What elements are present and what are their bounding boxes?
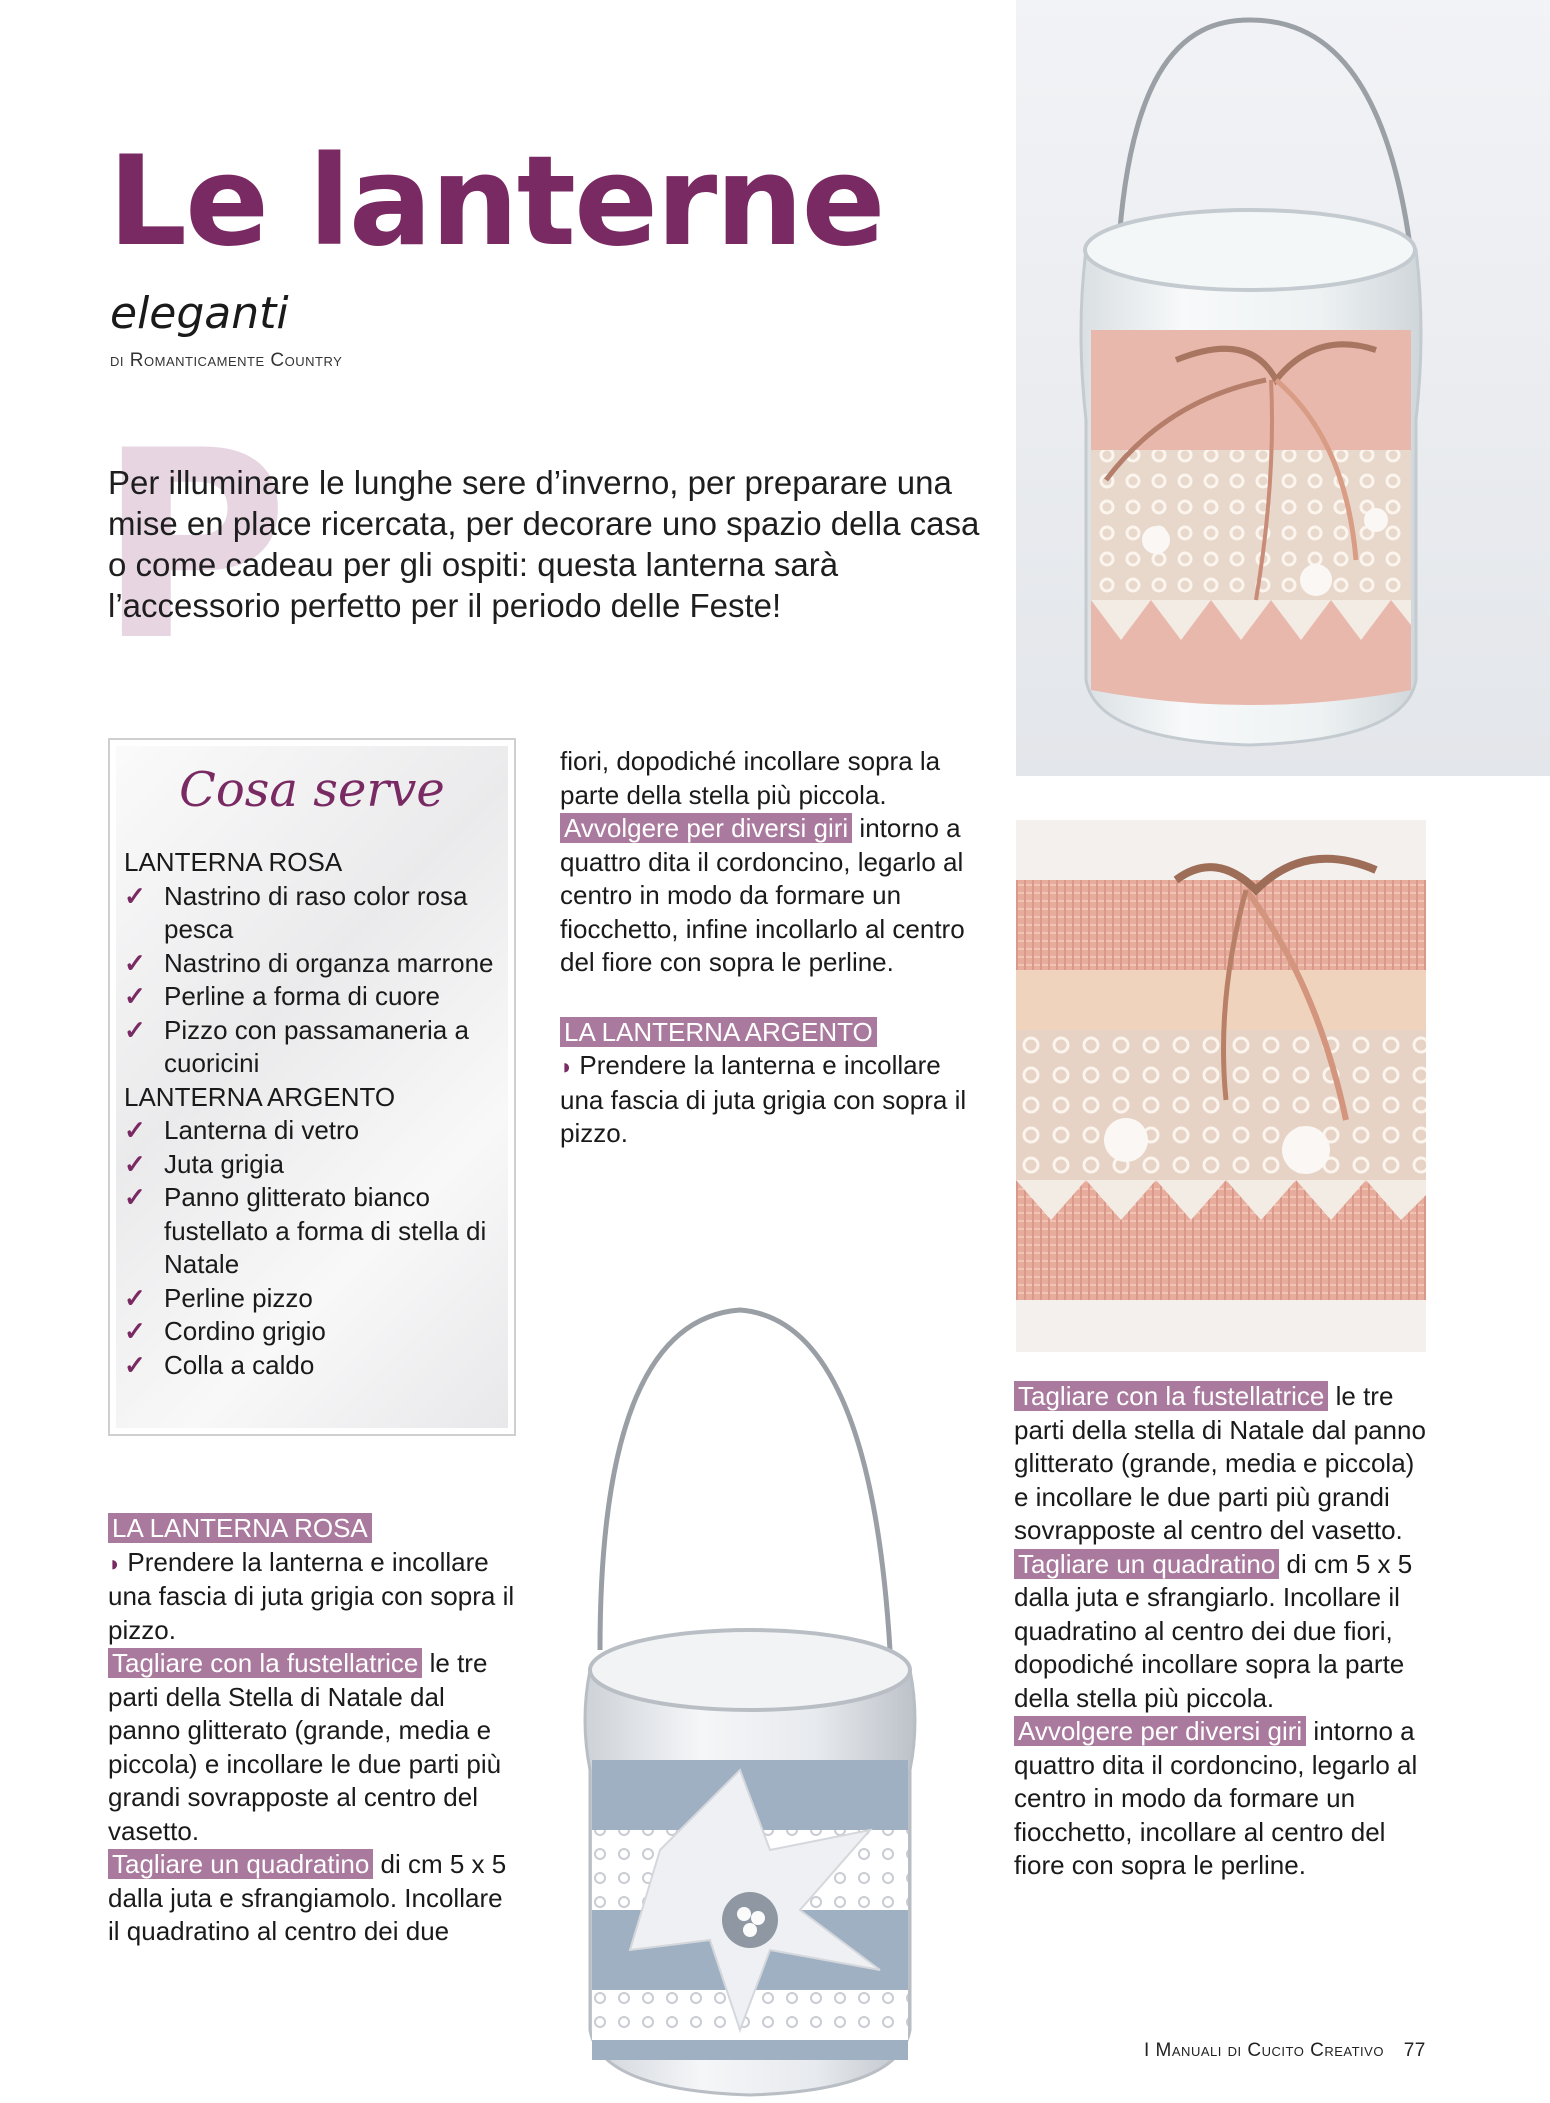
text-column-1 <box>108 1512 520 1949</box>
list-item: ✓ Panno glitterato bianco fustellato a forma di stella di Natale <box>124 1181 504 1282</box>
bullet-icon: ◗ <box>108 1550 128 1576</box>
checkmark-icon: ✓ <box>124 1148 146 1179</box>
paragraph: Tagliare un quadratino di cm 5 x 5 dalla juta e sfrangiarlo. Incollare il quadratino al centro dei due fiori, dopodiché incollare sopra la parte della stella più piccola. <box>1014 1548 1413 1713</box>
checkmark-icon: ✓ <box>124 880 146 911</box>
photo-pink-lantern-detail <box>1016 820 1426 1352</box>
paragraph: fiori, dopodiché incollare sopra la parte della stella più piccola. <box>560 746 941 810</box>
materials-group-heading: LANTERNA ARGENTO <box>124 1081 396 1112</box>
highlight-phrase: Tagliare con la fustellatrice <box>108 1648 422 1678</box>
photo-pink-lantern <box>1016 0 1550 776</box>
paragraph: Tagliare un quadratino di cm 5 x 5 dalla juta e sfrangiamolo. Incollare il quadratino al centro dei due <box>108 1849 507 1946</box>
list-item: ✓ Perline a forma di cuore <box>124 980 504 1014</box>
checkmark-icon: ✓ <box>124 947 146 978</box>
byline: di Romanticamente Country <box>110 350 343 371</box>
paragraph: Avvolgere per diversi giri intorno a quattro dita il cordoncino, legarlo al centro in modo da formare un fiocchetto, incollare al centro del fiore con sopra le perline. <box>1014 1716 1418 1880</box>
materials-box <box>108 738 516 1436</box>
section-heading: LA LANTERNA ARGENTO <box>560 1016 972 1050</box>
drop-cap: P <box>98 396 289 698</box>
list-item: ✓ Juta grigia <box>124 1148 504 1182</box>
list-item: ✓ Nastrino di raso color rosa pesca <box>124 880 504 947</box>
lace-detail-illustration <box>1016 820 1426 1352</box>
list-item: ✓ Pizzo con passamaneria a cuoricini <box>124 1014 504 1081</box>
magazine-name: I Manuali di Cucito Creativo <box>1144 2040 1384 2061</box>
article-title: Le lanterne <box>108 130 884 274</box>
checkmark-icon: ✓ <box>124 1115 146 1145</box>
highlight-phrase: Tagliare un quadratino <box>108 1849 373 1879</box>
highlight-phrase: Tagliare un quadratino <box>1014 1549 1279 1579</box>
list-item: ✓ Cordino grigio <box>124 1315 504 1349</box>
checkmark-icon: ✓ <box>124 1316 146 1346</box>
highlight-phrase: Avvolgere per diversi giri <box>560 813 852 843</box>
materials-group-heading: LANTERNA ROSA <box>124 847 343 877</box>
highlight-phrase: Avvolgere per diversi giri <box>1014 1716 1306 1746</box>
checkmark-icon: ✓ <box>124 1349 146 1380</box>
list-item: ✓ Lanterna di vetro <box>124 1114 504 1148</box>
photo-silver-lantern <box>540 1290 1014 2103</box>
paragraph: Avvolgere per diversi giri intorno a quattro dita il cordoncino, legarlo al centro in modo da formare un fiocchetto, infine incollarlo al centro del fiore con sopra le perline. <box>560 813 965 977</box>
list-item: ✓ Nastrino di organza marrone <box>124 947 504 981</box>
page-footer <box>1144 2040 1426 2062</box>
text-column-3 <box>1014 1380 1426 1883</box>
materials-list <box>124 846 504 1382</box>
checkmark-icon: ✓ <box>124 1182 146 1212</box>
paragraph: ◗ Prendere la lanterna e incollare una fascia di juta grigia con sopra il pizzo. <box>108 1546 515 1645</box>
checkmark-icon: ✓ <box>124 981 146 1011</box>
checkmark-icon: ✓ <box>124 1282 146 1313</box>
article-subtitle: eleganti <box>110 288 289 339</box>
silver-lantern-illustration <box>540 1290 1014 2103</box>
list-item: ✓ Colla a caldo <box>124 1349 504 1383</box>
highlight-phrase: Tagliare con la fustellatrice <box>1014 1381 1328 1411</box>
bullet-icon: ◗ <box>560 1054 580 1079</box>
materials-title: Cosa serve <box>179 762 445 818</box>
intro-paragraph: Per illuminare le lunghe sere d’inverno, per preparare una mise en place ricercata, per decorare uno spazio della casa o come cadeau per gli ospiti: questa lanterna sarà l’accessorio perfetto per il periodo delle Feste! <box>108 464 980 624</box>
paragraph: Tagliare con la fustellatrice le tre parti della Stella di Natale dal panno glitterato (grande, media e piccola) e incollare le due parti più grandi sovrapposte al centro del vasetto. <box>108 1648 502 1846</box>
text-column-2 <box>560 745 972 1151</box>
page-number: 77 <box>1403 2040 1426 2061</box>
list-item: ✓ Perline pizzo <box>124 1282 504 1316</box>
paragraph: ◗ Prendere la lanterna e incollare una fascia di juta grigia con sopra il pizzo. <box>560 1050 967 1148</box>
section-heading: LA LANTERNA ROSA <box>108 1512 520 1546</box>
pink-lantern-illustration <box>1016 0 1550 776</box>
checkmark-icon: ✓ <box>124 1014 146 1045</box>
paragraph: Tagliare con la fustellatrice le tre parti della stella di Natale dal panno glitterato (grande, media e piccola) e incollare le due parti più grandi sovrapposte al centro del vasetto. <box>1014 1381 1426 1545</box>
